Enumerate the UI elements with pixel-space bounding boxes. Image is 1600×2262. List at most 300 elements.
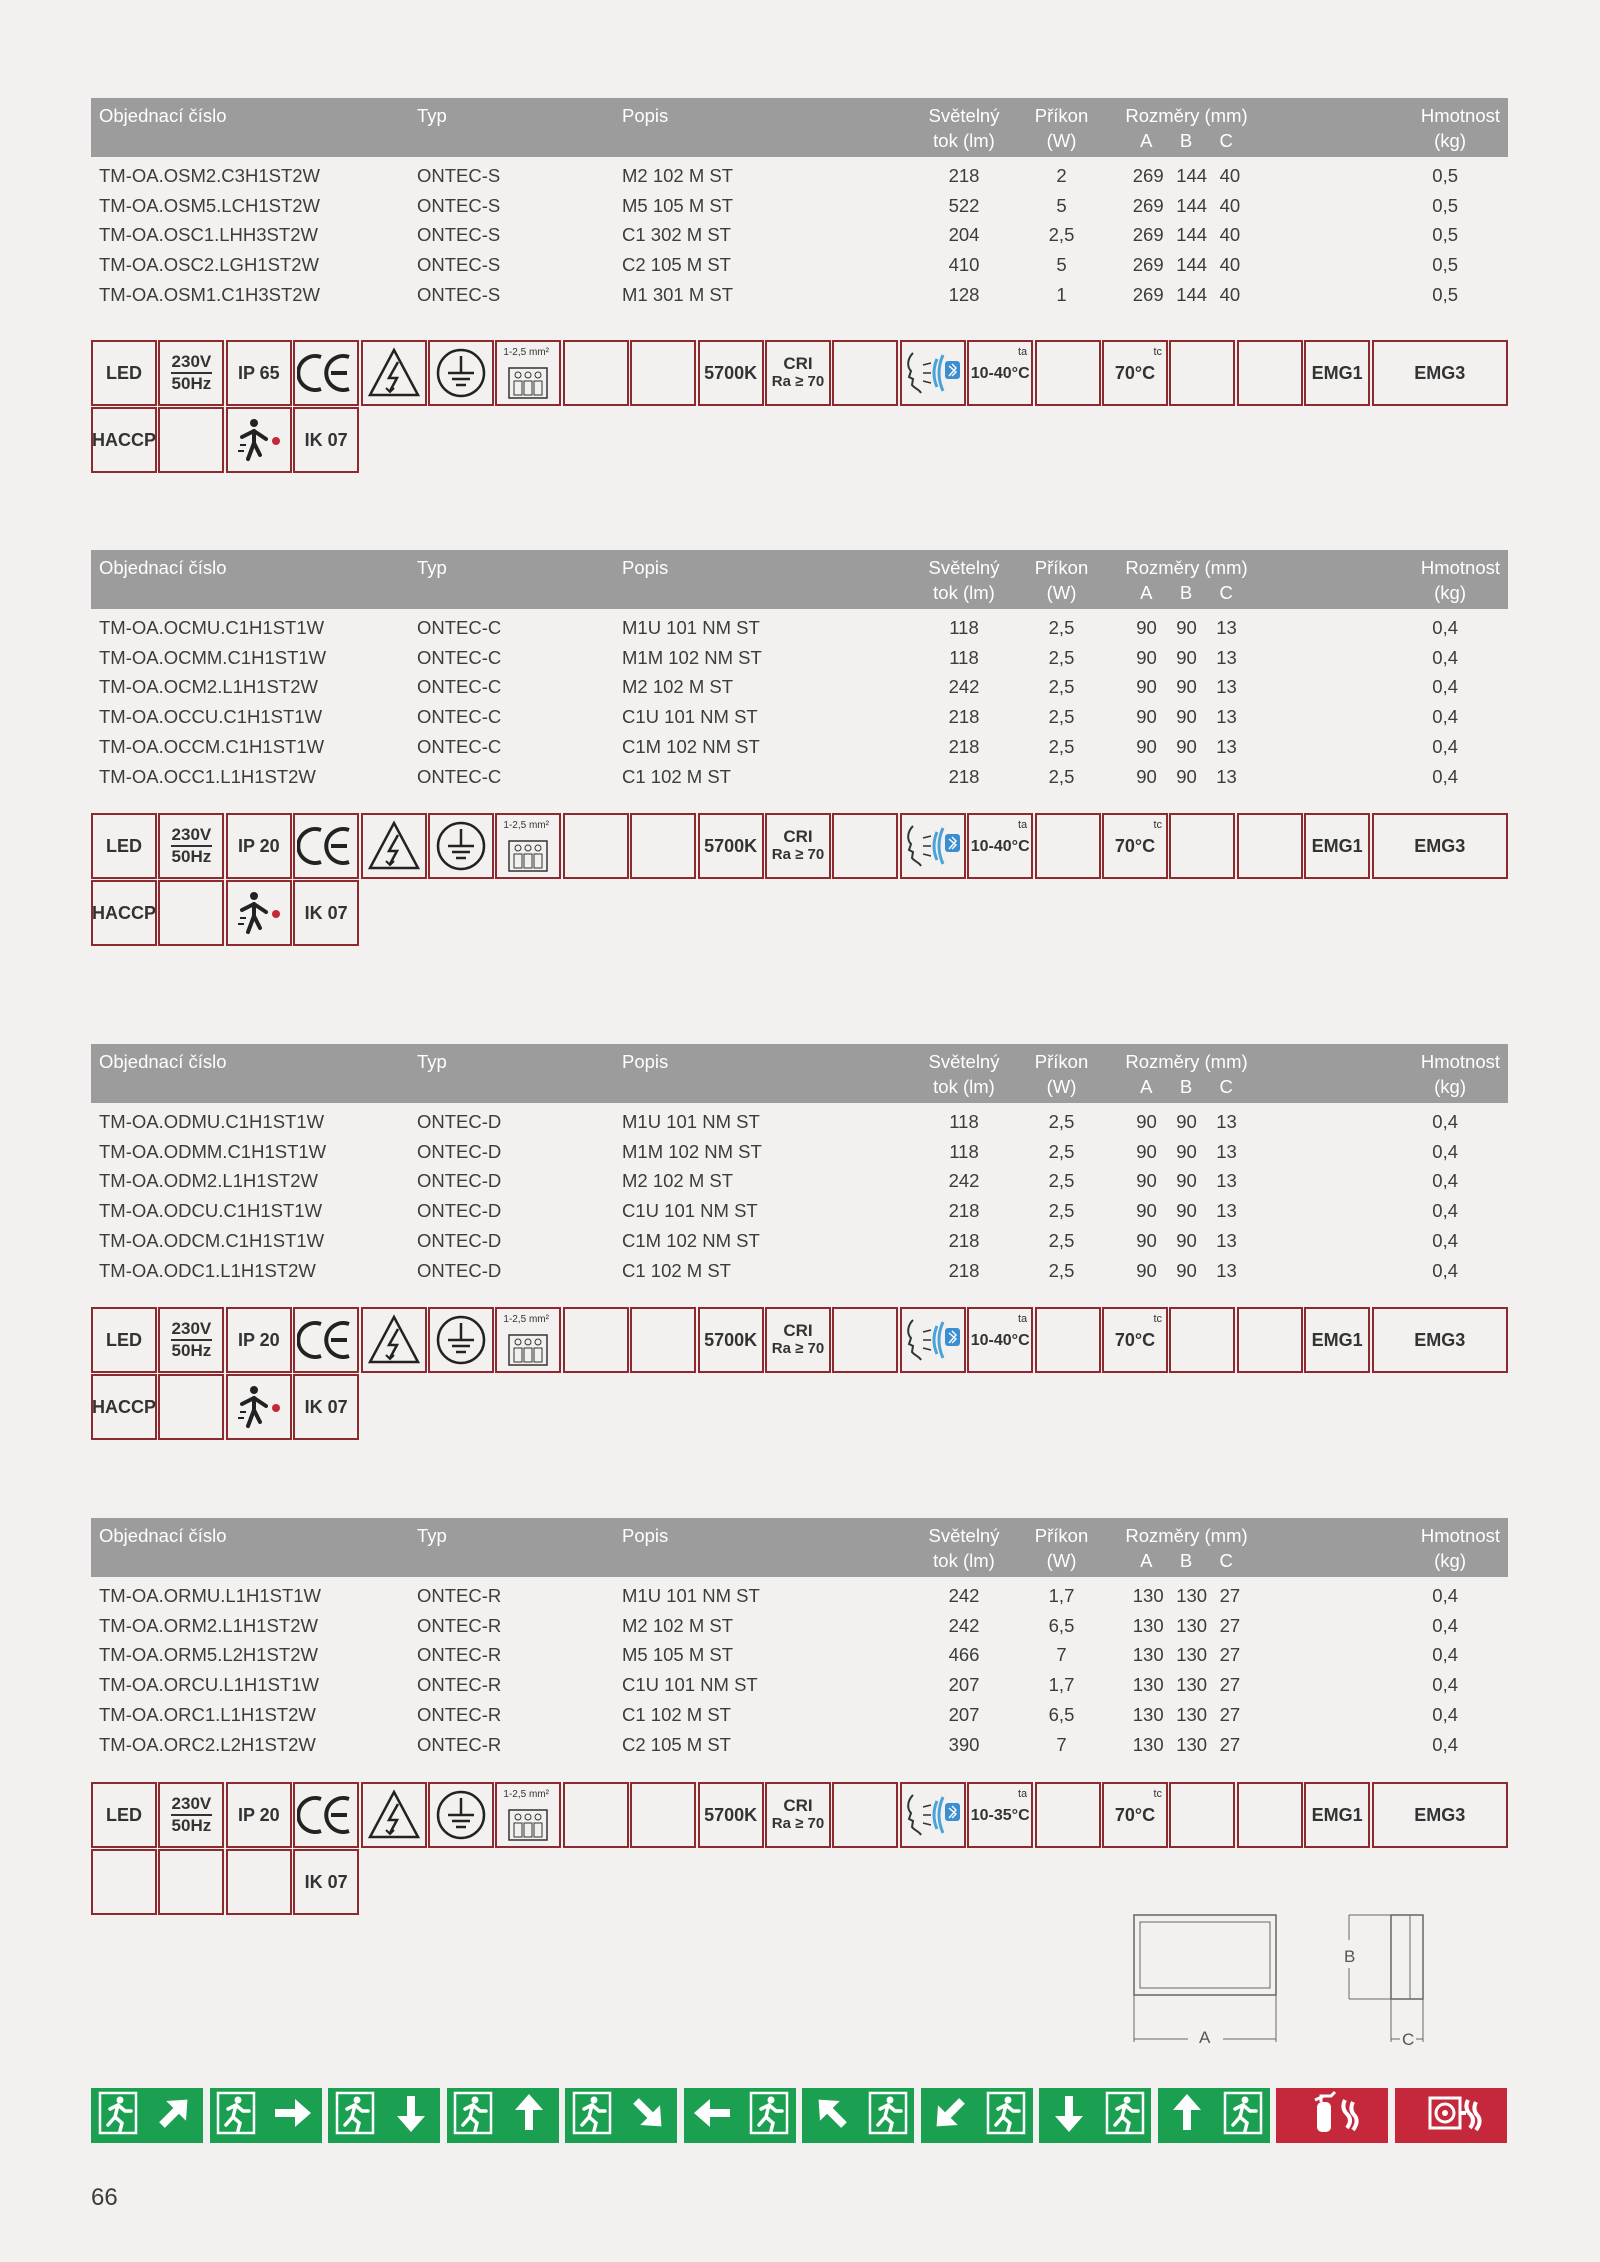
dimensions: [1104, 1103, 1269, 1137]
dims-col-header: [1104, 550, 1269, 609]
dim-b: 130: [1176, 1644, 1208, 1666]
luminous-flux: 204: [948, 224, 980, 246]
dims-col-header: [1104, 98, 1269, 157]
table-row: [91, 1670, 1508, 1700]
dimensions: [1104, 280, 1269, 310]
ce-mark-cell: [293, 813, 359, 879]
dim-a: 90: [1136, 617, 1157, 638]
description: C1 102 M ST: [622, 765, 731, 787]
ip-rating-cell: [226, 813, 292, 879]
dimensions: [1104, 1577, 1269, 1611]
ra-label: Ra ≥ 70: [771, 373, 825, 390]
power-col-header-line-1: Příkon: [1034, 557, 1089, 578]
high-voltage-cell: [361, 1307, 427, 1373]
emg3-label: EMG3: [1414, 362, 1466, 383]
dimension-values: [1127, 1107, 1247, 1137]
weight: 0,4: [1432, 676, 1458, 698]
order-col-header-line-1: Objednací číslo: [99, 557, 227, 578]
dim-c: 13: [1216, 1200, 1237, 1222]
description: M1U 101 NM ST: [622, 1585, 760, 1606]
tc-label: tc: [1153, 346, 1162, 358]
power: 2,5: [1048, 224, 1075, 246]
dim-c: 40: [1219, 194, 1241, 216]
running-man-icon: [868, 2091, 908, 2140]
dimension-values: [1127, 220, 1247, 250]
voltage-label: 230V: [171, 352, 213, 374]
power: 1: [1056, 283, 1067, 305]
protective-earth-cell: [428, 813, 494, 879]
dim-c: 13: [1216, 1170, 1237, 1192]
dims-title: Rozměry (mm): [1125, 1051, 1248, 1072]
empty-cell: [832, 1782, 898, 1848]
sensor-cell: [900, 1782, 966, 1848]
haccp-label: HACCP: [92, 1396, 157, 1417]
wire-size-label: 1-2,5 mm²: [503, 820, 549, 831]
dimension-values: [1127, 161, 1247, 191]
description: M5 105 M ST: [622, 1644, 734, 1666]
dim-c: 40: [1219, 224, 1241, 246]
empty-cell: [1169, 813, 1235, 879]
ta-label: ta: [1018, 1313, 1028, 1325]
dim-b: 90: [1176, 1259, 1197, 1281]
ball-proof-cell: [226, 880, 292, 946]
case-temperature-cell: [1102, 1307, 1168, 1373]
dimension-values: [1127, 250, 1247, 280]
voltage-fraction: [171, 825, 213, 867]
dim-c: 13: [1216, 706, 1237, 728]
empty-cell: [1169, 1782, 1235, 1848]
table-row: [91, 250, 1508, 280]
ambient-temperature-cell: [967, 1782, 1033, 1848]
power: 2,5: [1048, 617, 1075, 638]
presence-sensor-icon: [903, 818, 963, 874]
luminous-flux: 207: [948, 1674, 980, 1696]
terminal-block-icon: [505, 835, 551, 873]
order-number: TM-OA.ODMM.C1H1ST1W: [99, 1140, 327, 1162]
dimensions: [1104, 1226, 1269, 1256]
protective-earth-cell: [428, 1782, 494, 1848]
impact-rating-label: IK 07: [304, 1396, 348, 1417]
running-man-icon: [216, 2091, 256, 2140]
terminal-block-icon: [505, 1329, 551, 1367]
type: ONTEC-D: [417, 1200, 502, 1222]
frequency-label: 50Hz: [171, 374, 212, 393]
dimensions: [1104, 609, 1269, 643]
table-row: [91, 157, 1508, 191]
type-col-header-line-1: Typ: [417, 1525, 447, 1546]
dim-c: 27: [1219, 1644, 1241, 1666]
emg1-cell: [1304, 813, 1370, 879]
emergency-exit-sign: [1039, 2088, 1151, 2143]
power: 2,5: [1048, 735, 1075, 757]
fire-extinguisher-sign: [1276, 2088, 1388, 2143]
weight: 0,4: [1432, 1140, 1458, 1162]
led-label: LED: [106, 362, 142, 383]
dimension-values: [1127, 1730, 1247, 1760]
order-number: TM-OA.ORCU.L1H1ST1W: [99, 1674, 319, 1696]
table-row: [91, 220, 1508, 250]
luminous-flux: 218: [948, 1229, 980, 1251]
desc-col-header-line-1: Popis: [622, 1051, 669, 1072]
ce-mark-cell: [293, 1307, 359, 1373]
emg1-cell: [1304, 340, 1370, 406]
description: M2 102 M ST: [622, 165, 734, 186]
type-col-header-line-1: Typ: [417, 105, 447, 126]
empty-cell: [563, 1307, 629, 1373]
protective-earth-icon: [434, 346, 488, 400]
luminous-flux: 118: [949, 1111, 979, 1132]
fire-hose-sign: [1395, 2088, 1507, 2143]
luminous-flux: 218: [948, 165, 980, 186]
power: 2,5: [1048, 1170, 1075, 1192]
impact-rating-label: IK 07: [304, 429, 348, 450]
order-number: TM-OA.OCCM.C1H1ST1W: [99, 735, 325, 757]
flux-col-header-line-2: tok (lm): [933, 1550, 995, 1571]
cri-label: CRI: [783, 827, 813, 846]
presence-sensor-icon: [903, 1312, 963, 1368]
power: 5: [1056, 254, 1067, 276]
dim-b: 90: [1176, 706, 1197, 728]
impact-rating-cell: [293, 407, 359, 473]
voltage-cell: [158, 813, 224, 879]
color-temperature-cell: [698, 813, 764, 879]
high-voltage-icon: [367, 819, 421, 873]
type: ONTEC-S: [417, 254, 501, 276]
weight-col-header-line-1: Hmotnost: [1420, 557, 1500, 578]
emg1-label: EMG1: [1311, 1329, 1363, 1350]
product-table: [91, 1518, 1508, 1759]
weight: 0,5: [1432, 224, 1458, 246]
dim-c: 27: [1219, 1733, 1241, 1755]
dim-b: 90: [1176, 1111, 1197, 1132]
dim-a: 90: [1136, 1111, 1157, 1132]
cri-cell: [765, 813, 831, 879]
flux-col-header-line-2: tok (lm): [933, 582, 995, 603]
arrow-up-icon: [1164, 2090, 1210, 2141]
dim-a-header: A: [1140, 1550, 1153, 1571]
power-col-header-line-2: (W): [1046, 1550, 1077, 1571]
luminous-flux: 218: [948, 765, 980, 787]
dim-c-header: C: [1219, 130, 1233, 151]
fire-extinguisher-icon: [1287, 2090, 1377, 2141]
type: ONTEC-D: [417, 1170, 502, 1192]
table-row: [91, 191, 1508, 221]
type: ONTEC-R: [417, 1585, 502, 1606]
dimension-b-label: B: [1344, 1947, 1356, 1966]
weight-col-header: [1269, 98, 1508, 157]
led-label: LED: [106, 1329, 142, 1350]
table-row: [91, 732, 1508, 762]
ball-proof-icon: [234, 1382, 284, 1432]
dim-b: 90: [1176, 765, 1197, 787]
description: C1 102 M ST: [622, 1259, 731, 1281]
dim-a: 90: [1136, 706, 1157, 728]
weight-col-header-line-2: (kg): [1434, 1550, 1466, 1571]
voltage-fraction: [171, 1319, 213, 1361]
arrow-down-right-icon: [625, 2090, 671, 2141]
luminous-flux: 118: [949, 617, 979, 638]
dim-b: 144: [1176, 165, 1208, 186]
dim-a: 90: [1136, 676, 1157, 698]
order-number: TM-OA.ORC2.L2H1ST2W: [99, 1733, 316, 1755]
dimension-values: [1127, 1670, 1247, 1700]
case-temperature-label: 70°C: [1114, 362, 1156, 383]
dimensions: [1104, 1196, 1269, 1226]
haccp-cell: [91, 1374, 157, 1440]
table-row: [91, 1226, 1508, 1256]
ip-rating-cell: [226, 340, 292, 406]
ip-rating-label: IP 20: [237, 1329, 280, 1350]
voltage-cell: [158, 1307, 224, 1373]
power: 2,5: [1048, 706, 1075, 728]
emg3-label: EMG3: [1414, 1804, 1466, 1825]
empty-cell: [563, 1782, 629, 1848]
order-number: TM-OA.OSC2.LGH1ST2W: [99, 254, 319, 276]
empty-cell: [630, 813, 696, 879]
voltage-label: 230V: [171, 1319, 213, 1341]
flux-col-header-line-1: Světelný: [928, 1051, 1000, 1072]
dim-a: 269: [1132, 254, 1164, 276]
type: ONTEC-R: [417, 1614, 502, 1636]
arrow-up-left-icon: [809, 2090, 855, 2141]
order-number: TM-OA.ODC1.L1H1ST2W: [99, 1259, 316, 1281]
empty-cell: [1237, 1307, 1303, 1373]
voltage-cell: [158, 340, 224, 406]
dim-c: 27: [1219, 1674, 1241, 1696]
weight: 0,4: [1432, 1644, 1458, 1666]
dimension-values: [1127, 613, 1247, 643]
description: C1 302 M ST: [622, 224, 731, 246]
dim-a: 90: [1136, 765, 1157, 787]
dimensions: [1104, 250, 1269, 280]
cri-cell: [765, 340, 831, 406]
dim-a: 90: [1136, 1140, 1157, 1162]
power: 1,7: [1048, 1585, 1075, 1606]
dimensions: [1104, 732, 1269, 762]
ball-proof-cell: [226, 1374, 292, 1440]
dims-title: Rozměry (mm): [1125, 557, 1248, 578]
weight-col-header-line-1: Hmotnost: [1420, 105, 1500, 126]
protective-earth-cell: [428, 340, 494, 406]
case-temperature-cell: [1102, 340, 1168, 406]
high-voltage-cell: [361, 340, 427, 406]
order-number: TM-OA.ORM2.L1H1ST2W: [99, 1614, 318, 1636]
order-number: TM-OA.OCC1.L1H1ST2W: [99, 765, 316, 787]
dimension-values: [1127, 762, 1247, 792]
dim-b: 90: [1176, 1170, 1197, 1192]
ip-rating-label: IP 20: [237, 835, 280, 856]
emg1-label: EMG1: [1311, 362, 1363, 383]
terminal-block-icon: [505, 362, 551, 400]
frequency-label: 50Hz: [171, 847, 212, 866]
high-voltage-icon: [367, 346, 421, 400]
weight: 0,4: [1432, 1170, 1458, 1192]
ambient-temperature-cell: [967, 813, 1033, 879]
table-row: [91, 1256, 1508, 1286]
weight: 0,4: [1432, 1259, 1458, 1281]
protective-earth-icon: [434, 819, 488, 873]
table-row: [91, 702, 1508, 732]
ambient-temperature-cell: [967, 340, 1033, 406]
weight: 0,5: [1432, 283, 1458, 305]
dimensions: [1104, 220, 1269, 250]
ball-proof-cell: [226, 407, 292, 473]
dim-c: 13: [1216, 1229, 1237, 1251]
empty-cell: [832, 1307, 898, 1373]
dimensions: [1104, 702, 1269, 732]
ce-mark-icon: [297, 1318, 355, 1362]
color-temperature-label: 5700K: [704, 835, 758, 856]
weight: 0,4: [1432, 646, 1458, 668]
ce-mark-cell: [293, 340, 359, 406]
description: C1U 101 NM ST: [622, 706, 758, 728]
table-header-row: [91, 98, 1508, 157]
product-table-section: [91, 1518, 1508, 1759]
dim-c: 13: [1216, 735, 1237, 757]
table-row: [91, 609, 1508, 643]
dimensions: [1104, 1611, 1269, 1641]
dimension-values: [1127, 1700, 1247, 1730]
dim-c: 13: [1216, 765, 1237, 787]
product-table: [91, 550, 1508, 791]
flux-col-header-line-2: tok (lm): [933, 130, 995, 151]
luminous-flux: 242: [948, 1585, 980, 1606]
empty-cell: [832, 340, 898, 406]
weight-col-header-line-1: Hmotnost: [1420, 1051, 1500, 1072]
ra-label: Ra ≥ 70: [771, 846, 825, 863]
luminous-flux: 242: [948, 1170, 980, 1192]
voltage-fraction: [171, 1794, 213, 1836]
running-man-icon: [986, 2091, 1026, 2140]
emergency-exit-sign: [802, 2088, 914, 2143]
sensor-cell: [900, 340, 966, 406]
power-col-header-line-1: Příkon: [1034, 1525, 1089, 1546]
wire-size-label: 1-2,5 mm²: [503, 347, 549, 358]
dim-b: 144: [1176, 194, 1208, 216]
running-man-icon: [749, 2091, 789, 2140]
dimension-values: [1127, 1137, 1247, 1167]
weight-col-header: [1269, 1518, 1508, 1577]
dimensions: [1104, 672, 1269, 702]
impact-rating-label: IK 07: [304, 1871, 348, 1892]
luminous-flux: 522: [948, 194, 980, 216]
arrow-down-icon: [1046, 2090, 1092, 2141]
type-col-header: [409, 550, 614, 609]
dimension-a-label: A: [1199, 2028, 1211, 2047]
luminous-flux: 242: [948, 676, 980, 698]
description: M1U 101 NM ST: [622, 1111, 760, 1132]
type-col-header: [409, 1044, 614, 1103]
luminous-flux: 390: [948, 1733, 980, 1755]
power: 7: [1056, 1733, 1067, 1755]
haccp-label: HACCP: [92, 429, 157, 450]
power-col-header-line-1: Příkon: [1034, 1051, 1089, 1072]
arrow-down-left-icon: [927, 2090, 973, 2141]
table-row: [91, 643, 1508, 673]
dims-col-header: [1104, 1518, 1269, 1577]
order-number: TM-OA.OCMM.C1H1ST1W: [99, 646, 327, 668]
description: C1M 102 NM ST: [622, 735, 760, 757]
dimensions: [1104, 1256, 1269, 1286]
dim-c: 13: [1216, 1140, 1237, 1162]
dim-b-header: B: [1179, 130, 1193, 151]
ce-mark-icon: [297, 824, 355, 868]
dimension-values: [1127, 1166, 1247, 1196]
arrow-right-icon: [269, 2090, 315, 2141]
description: C2 105 M ST: [622, 1733, 731, 1755]
product-table-section: [91, 550, 1508, 791]
power: 2,5: [1048, 646, 1075, 668]
flux-col-header-line-1: Světelný: [928, 557, 1000, 578]
dim-a: 269: [1132, 224, 1164, 246]
emg1-label: EMG1: [1311, 1804, 1363, 1825]
weight-col-header-line-2: (kg): [1434, 1076, 1466, 1097]
order-number: TM-OA.ODCM.C1H1ST1W: [99, 1229, 325, 1251]
desc-col-header-line-1: Popis: [622, 1525, 669, 1546]
dim-a: 269: [1132, 194, 1164, 216]
order-col-header-line-1: Objednací číslo: [99, 105, 227, 126]
dimensions: [1104, 643, 1269, 673]
empty-cell: [158, 880, 224, 946]
dim-b: 130: [1176, 1614, 1208, 1636]
table-row: [91, 1700, 1508, 1730]
table-row: [91, 1640, 1508, 1670]
dimension-values: [1127, 1640, 1247, 1670]
dim-c: 40: [1219, 254, 1241, 276]
power: 2,5: [1048, 1229, 1075, 1251]
emg3-cell: [1372, 1307, 1508, 1373]
dim-a: 269: [1132, 165, 1164, 186]
dim-c: 13: [1216, 1111, 1237, 1132]
table-row: [91, 1611, 1508, 1641]
led-cell: [91, 813, 157, 879]
dims-col-header: [1104, 1044, 1269, 1103]
weight: 0,4: [1432, 1111, 1458, 1132]
dimension-values: [1127, 1611, 1247, 1641]
dim-b: 130: [1176, 1585, 1208, 1606]
led-label: LED: [106, 835, 142, 856]
description: M1 301 M ST: [622, 283, 734, 305]
emg1-cell: [1304, 1307, 1370, 1373]
dim-b-header: B: [1179, 1550, 1193, 1571]
power: 5: [1056, 194, 1067, 216]
arrow-up-right-icon: [151, 2090, 197, 2141]
flux-col-header: [909, 98, 1019, 157]
type: ONTEC-S: [417, 194, 501, 216]
luminous-flux: 218: [948, 1200, 980, 1222]
dimension-values: [1127, 280, 1247, 310]
dimension-c-label: C: [1402, 2030, 1415, 2049]
case-temperature-label: 70°C: [1114, 1329, 1156, 1350]
desc-col-header: [614, 1044, 909, 1103]
running-man-icon: [1105, 2091, 1145, 2140]
order-col-header-line-1: Objednací číslo: [99, 1525, 227, 1546]
led-cell: [91, 1307, 157, 1373]
type: ONTEC-R: [417, 1703, 502, 1725]
order-number: TM-OA.OSM5.LCH1ST2W: [99, 194, 320, 216]
luminous-flux: 118: [949, 646, 979, 668]
dim-a: 90: [1136, 1259, 1157, 1281]
dim-a: 90: [1136, 646, 1157, 668]
dim-c-header: C: [1219, 1076, 1233, 1097]
emergency-exit-sign: [91, 2088, 203, 2143]
type: ONTEC-S: [417, 224, 501, 246]
power: 2,5: [1048, 1259, 1075, 1281]
cri-cell: [765, 1782, 831, 1848]
description: M2 102 M ST: [622, 676, 734, 698]
order-number: TM-OA.ODCU.C1H1ST1W: [99, 1200, 323, 1222]
weight: 0,4: [1432, 1614, 1458, 1636]
